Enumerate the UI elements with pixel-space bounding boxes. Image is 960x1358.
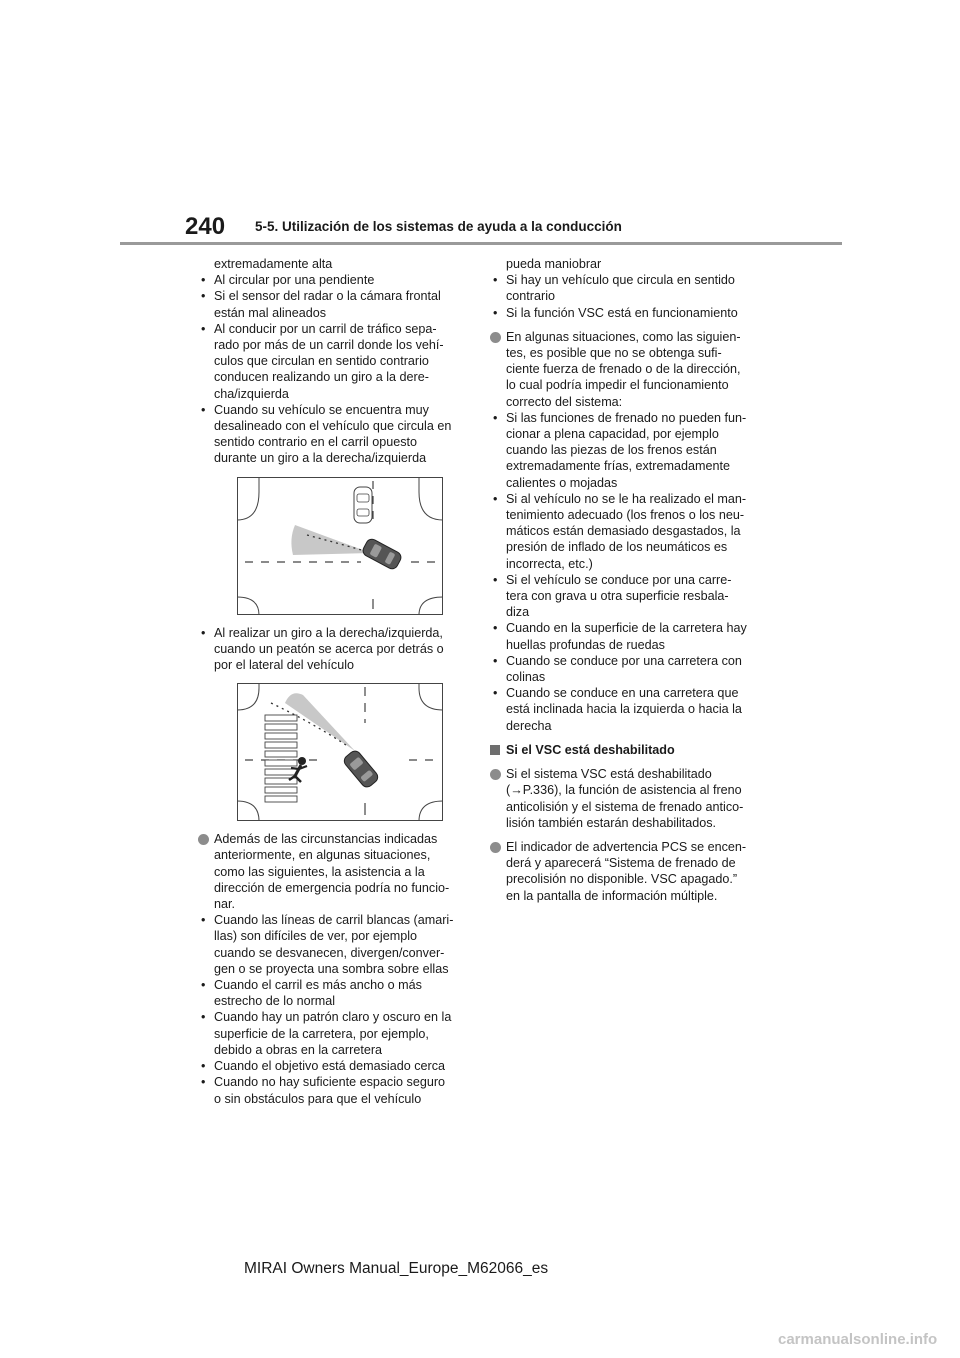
- bullet-continuation: [490, 539, 758, 555]
- line-text: tenimiento adecuado (los frenos o los neu-: [506, 508, 745, 523]
- line-text: Si el VSC está deshabilitado: [506, 742, 675, 757]
- bullet-item: [198, 1009, 470, 1025]
- bullet-continuation: [198, 945, 470, 961]
- circle-bullet-icon: [198, 834, 209, 845]
- bullet-continuation: [198, 353, 470, 369]
- left-intro-list: [198, 256, 470, 467]
- bullet-continuation: [198, 256, 470, 272]
- line-text: derecha: [506, 718, 552, 733]
- line-text: Cuando las líneas de carril blancas (amari-: [214, 913, 454, 928]
- bullet-continuation: [198, 418, 470, 434]
- figure-pedestrian-turn: [237, 683, 443, 821]
- bullet-continuation: [490, 556, 758, 572]
- figure-oncoming-turn: [237, 477, 443, 615]
- bullet-continuation: [198, 657, 470, 673]
- bullet-continuation: [490, 701, 758, 717]
- bullet-item: [490, 305, 758, 321]
- line-text: cuando las piezas de los frenos están: [506, 443, 717, 458]
- line-text: Si al vehículo no se le ha realizado el man-: [506, 491, 747, 506]
- footer-manual-id: MIRAI Owners Manual_Europe_M62066_es: [244, 1260, 549, 1277]
- line-text: Cuando el objetivo está demasiado cerca: [214, 1059, 446, 1074]
- line-text: Si el sensor del radar o la cámara frontal: [214, 289, 441, 304]
- bullet-continuation: [198, 641, 470, 657]
- paragraph-gap: [490, 758, 758, 766]
- paragraph-continuation: [490, 377, 758, 393]
- line-text: Cuando en la superficie de la carretera hay: [506, 621, 747, 636]
- line-text: dirección de emergencia podría no funcio-: [214, 880, 450, 895]
- line-text: tes, es posible que no se obtenga sufi-: [506, 346, 722, 361]
- line-text: anticolisión y el sistema de frenado antico-: [506, 799, 744, 814]
- bullet-item: [198, 1058, 470, 1074]
- bullet-item: [198, 625, 470, 641]
- paragraph-continuation: [198, 880, 470, 896]
- line-text: por el lateral del vehículo: [214, 658, 355, 673]
- line-text: durante un giro a la derecha/izquierda: [214, 451, 427, 466]
- right-column: [490, 256, 758, 904]
- paragraph-continuation: [490, 361, 758, 377]
- line-text: Cuando el carril es más ancho o más: [214, 978, 422, 993]
- section-title: 5-5. Utilización de los sistemas de ayuda a la conducción: [255, 219, 622, 234]
- line-text: culos que circulan en sentido contrario: [214, 354, 429, 369]
- bullet-continuation: [198, 386, 470, 402]
- bullet-continuation: [490, 507, 758, 523]
- bullet-item: [490, 572, 758, 588]
- line-text: precolisión no disponible. VSC apagado.”: [506, 872, 738, 887]
- line-text: máticos están demasiado desgastados, la: [506, 524, 741, 539]
- paragraph-continuation: [490, 782, 758, 798]
- paragraph-continuation: [490, 888, 758, 904]
- circle-paragraph: [198, 831, 470, 847]
- line-text: gen o se proyecta una sombra sobre ellas: [214, 961, 449, 976]
- line-text: diza: [506, 605, 530, 620]
- bullet-item: [198, 321, 470, 337]
- bullet-continuation: [198, 305, 470, 321]
- line-text: nar.: [214, 897, 236, 912]
- line-text: (→P.336), la función de asistencia al freno: [506, 783, 742, 798]
- bullet-item: [198, 288, 470, 304]
- circle-paragraph: [490, 766, 758, 782]
- line-text: extremadamente frías, extremadamente: [506, 459, 730, 474]
- paragraph-continuation: [198, 896, 470, 912]
- line-text: en la pantalla de información múltiple.: [506, 888, 718, 903]
- line-text: Cuando hay un patrón claro y oscuro en la: [214, 1010, 452, 1025]
- line-text: pueda maniobrar: [506, 257, 602, 271]
- line-text: contrario: [506, 289, 555, 304]
- line-text: presión de inflado de los neumáticos es: [506, 540, 728, 555]
- line-text: sentido contrario en el carril opuesto: [214, 435, 418, 450]
- bullet-continuation: [198, 1042, 470, 1058]
- right-list: [490, 256, 758, 904]
- line-text: derá y aparecerá “Sistema de frenado de: [506, 856, 736, 871]
- paragraph-continuation: [490, 871, 758, 887]
- line-text: cha/izquierda: [214, 386, 289, 401]
- line-text: Si el vehículo se conduce por una carre-: [506, 572, 732, 587]
- line-text: lisión también estarán deshabilitados.: [506, 815, 717, 830]
- circle-bullet-icon: [490, 769, 501, 780]
- line-text: calientes o mojadas: [506, 475, 618, 490]
- line-text: o sin obstáculos para que el vehículo: [214, 1091, 422, 1106]
- line-text: Cuando no hay suficiente espacio seguro: [214, 1075, 446, 1090]
- bullet-continuation: [490, 256, 758, 272]
- bullet-continuation: [490, 523, 758, 539]
- line-text: superficie de la carretera, por ejemplo,: [214, 1026, 429, 1041]
- line-text: El indicador de advertencia PCS se encen-: [506, 839, 747, 854]
- bullet-item: [490, 685, 758, 701]
- bullet-item: [490, 410, 758, 426]
- bullet-item: [198, 1074, 470, 1090]
- line-text: Si la función VSC está en funcionamiento: [506, 305, 738, 320]
- bullet-item: [198, 977, 470, 993]
- bullet-item: [490, 653, 758, 669]
- watermark: carmanualsonline.info: [778, 1331, 938, 1348]
- bullet-continuation: [490, 718, 758, 734]
- line-text: Al conducir por un carril de tráfico sepa-: [214, 321, 437, 336]
- line-text: cuando un peatón se acerca por detrás o: [214, 641, 444, 656]
- header-divider: [120, 242, 842, 245]
- circle-paragraph: [490, 329, 758, 345]
- line-text: Cuando se conduce por una carretera con: [506, 653, 742, 668]
- left-middle-list: [198, 625, 470, 674]
- paragraph-gap: [490, 321, 758, 329]
- bullet-continuation: [198, 369, 470, 385]
- line-text: tera con grava u otra superficie resbala-: [506, 589, 729, 604]
- paragraph-continuation: [490, 394, 758, 410]
- line-text: rado por más de un carril donde los vehí-: [214, 338, 444, 353]
- circle-paragraph: [490, 839, 758, 855]
- bullet-item: [490, 272, 758, 288]
- line-text: Cuando su vehículo se encuentra muy: [214, 402, 429, 417]
- line-text: cuando se desvanecen, divergen/conver-: [214, 945, 445, 960]
- bullet-continuation: [490, 288, 758, 304]
- bullet-continuation: [490, 458, 758, 474]
- left-final-list: [198, 831, 470, 1106]
- line-text: conducen realizando un giro a la dere-: [214, 370, 429, 385]
- paragraph-continuation: [490, 855, 758, 871]
- line-text: En algunas situaciones, como las siguien-: [506, 329, 741, 344]
- line-text: extremadamente alta: [214, 257, 333, 271]
- bullet-continuation: [490, 637, 758, 653]
- paragraph-continuation: [490, 815, 758, 831]
- line-text: correcto del sistema:: [506, 394, 623, 409]
- paragraph-continuation: [198, 847, 470, 863]
- left-column: [198, 256, 470, 1107]
- paragraph-gap: [490, 831, 758, 839]
- circle-bullet-icon: [490, 842, 501, 853]
- line-text: están mal alineados: [214, 305, 327, 320]
- bullet-continuation: [198, 993, 470, 1009]
- line-text: Al circular por una pendiente: [214, 273, 375, 288]
- paragraph-continuation: [490, 345, 758, 361]
- circle-bullet-icon: [490, 332, 501, 343]
- line-text: Cuando se conduce en una carretera que: [506, 686, 739, 701]
- bullet-item: [198, 272, 470, 288]
- line-text: Si el sistema VSC está deshabilitado: [506, 767, 712, 782]
- bullet-continuation: [198, 434, 470, 450]
- line-text: debido a obras en la carretera: [214, 1042, 383, 1057]
- bullet-continuation: [490, 604, 758, 620]
- bullet-continuation: [198, 961, 470, 977]
- line-text: huellas profundas de ruedas: [506, 637, 665, 652]
- bullet-item: [490, 620, 758, 636]
- line-text: Además de las circunstancias indicadas: [214, 832, 438, 847]
- line-text: anteriormente, en algunas situaciones,: [214, 848, 431, 863]
- line-text: desalineado con el vehículo que circula en: [214, 419, 452, 434]
- line-text: cionar a plena capacidad, por ejemplo: [506, 427, 719, 442]
- line-text: Si las funciones de frenado no pueden fun-: [506, 410, 747, 425]
- line-text: lo cual podría impedir el funcionamiento: [506, 378, 729, 393]
- bullet-continuation: [198, 1091, 470, 1107]
- line-text: estrecho de lo normal: [214, 994, 336, 1009]
- bullet-continuation: [490, 442, 758, 458]
- bullet-continuation: [198, 928, 470, 944]
- paragraph-continuation: [198, 864, 470, 880]
- line-text: Al realizar un giro a la derecha/izquierda,: [214, 625, 443, 640]
- bullet-continuation: [490, 475, 758, 491]
- line-text: llas) son difíciles de ver, por ejemplo: [214, 929, 417, 944]
- paragraph-gap: [490, 734, 758, 742]
- square-marker-icon: [490, 745, 500, 755]
- bullet-continuation: [490, 588, 758, 604]
- bullet-continuation: [490, 669, 758, 685]
- paragraph-continuation: [490, 799, 758, 815]
- bullet-continuation: [198, 450, 470, 466]
- bullet-continuation: [198, 337, 470, 353]
- line-text: incorrecta, etc.): [506, 556, 593, 571]
- page-number: 240: [185, 213, 226, 240]
- bullet-item: [198, 402, 470, 418]
- line-text: está inclinada hacia la izquierda o hacia la: [506, 702, 742, 717]
- bullet-continuation: [490, 426, 758, 442]
- line-text: como las siguientes, la asistencia a la: [214, 864, 425, 879]
- bullet-continuation: [198, 1026, 470, 1042]
- bullet-item: [490, 491, 758, 507]
- line-text: colinas: [506, 670, 546, 685]
- line-text: ciente fuerza de frenado o de la dirección,: [506, 362, 741, 377]
- line-text: Si hay un vehículo que circula en sentido: [506, 273, 735, 288]
- subheading: [490, 742, 758, 758]
- bullet-item: [198, 912, 470, 928]
